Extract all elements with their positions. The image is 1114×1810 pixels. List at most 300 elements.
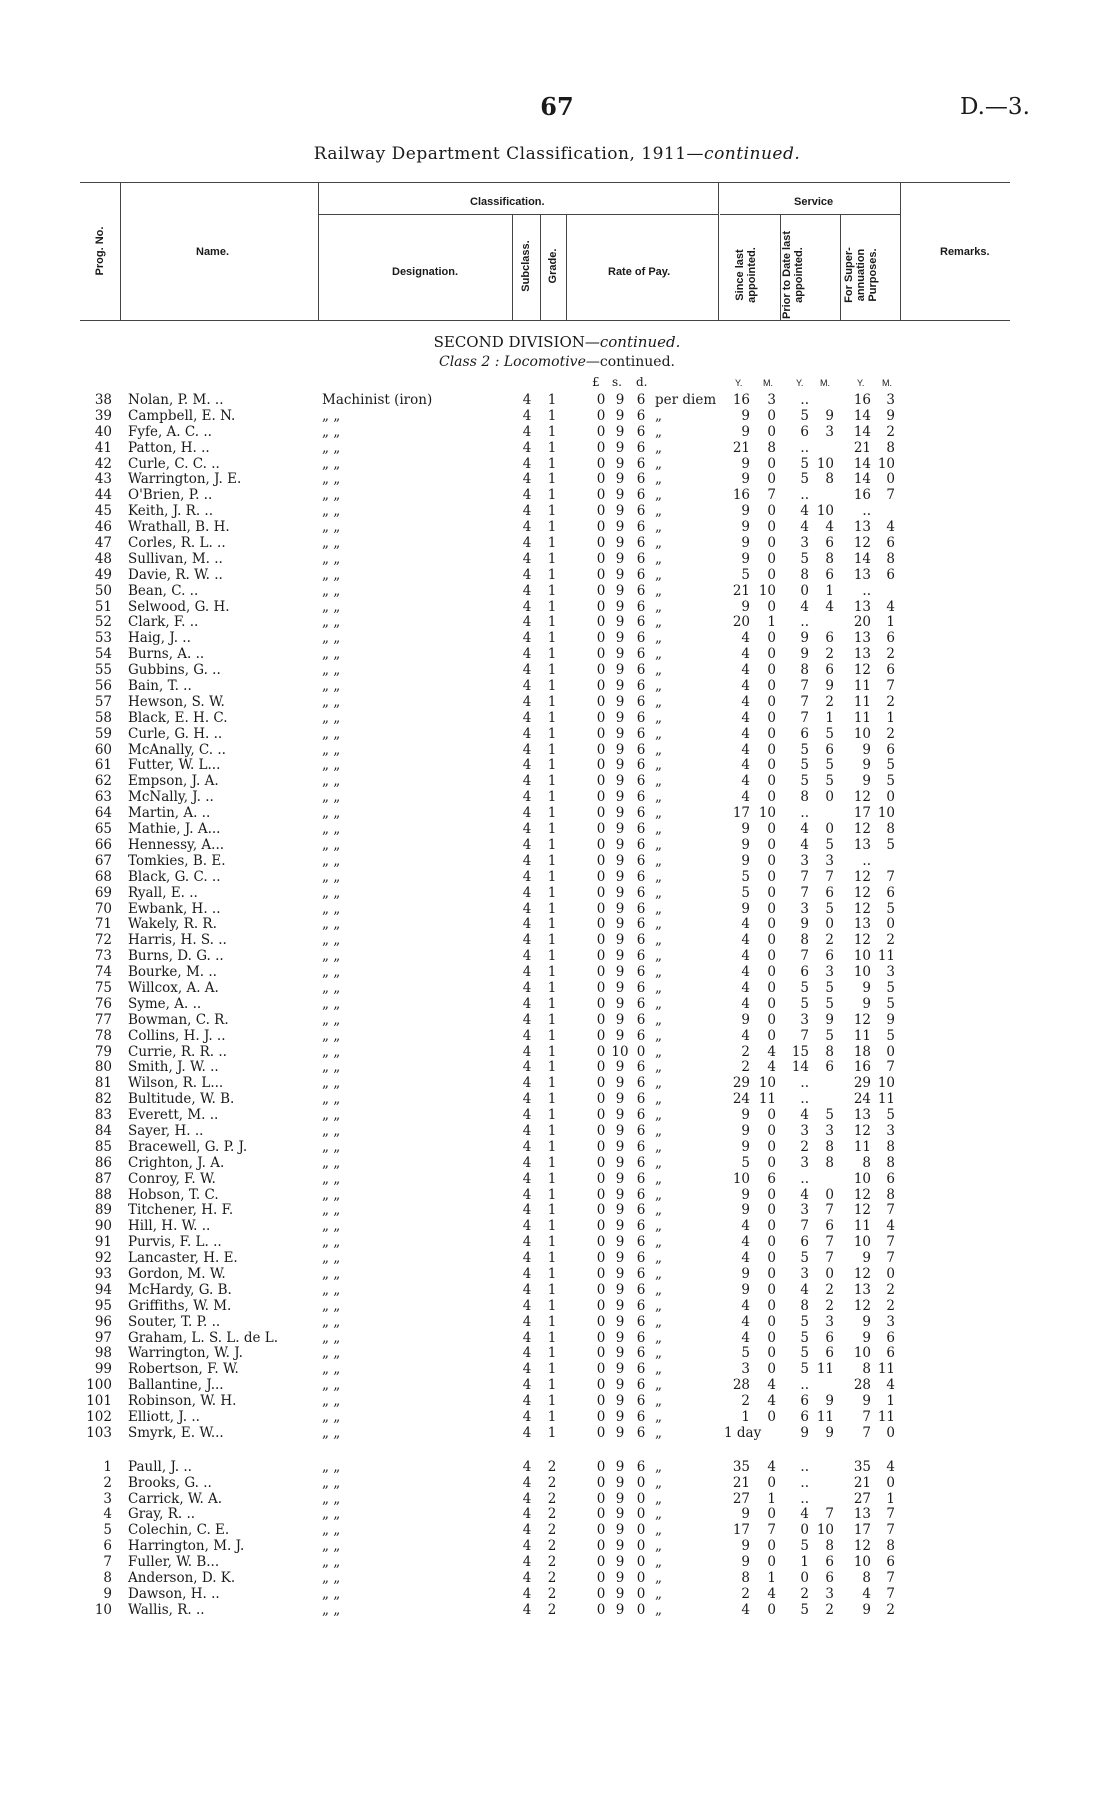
col-divider — [840, 214, 841, 320]
pay-pence: 6 — [636, 487, 646, 504]
designation: „ „ — [322, 725, 341, 742]
col-divider — [900, 182, 901, 320]
super-years: 13 — [853, 566, 871, 583]
employee-name: Curle, G. H. .. — [128, 725, 223, 742]
pay-period: „ — [655, 1393, 662, 1410]
designation: „ „ — [322, 1218, 341, 1235]
prior-years: 8 — [800, 1297, 809, 1314]
pay-pence: 6 — [636, 821, 646, 838]
since-years: 5 — [741, 884, 750, 901]
pay-pounds: 0 — [596, 1091, 606, 1108]
since-months: 4 — [767, 1059, 776, 1076]
subclass: 4 — [522, 948, 532, 965]
table-row — [0, 1203, 1114, 1219]
prog-number: 56 — [94, 678, 112, 695]
since-months: 4 — [767, 1458, 776, 1475]
employee-name: Bowman, C. R. — [128, 1011, 229, 1028]
super-years: 12 — [853, 1186, 871, 1203]
prior-months: 2 — [825, 646, 834, 663]
subclass: 4 — [522, 582, 532, 599]
pay-pounds: 0 — [596, 1107, 606, 1124]
pay-pounds: 0 — [596, 1218, 606, 1235]
grade: 1 — [547, 614, 557, 631]
pay-period: „ — [655, 1218, 662, 1235]
designation: „ „ — [322, 1522, 341, 1539]
grade: 1 — [547, 741, 557, 758]
pay-shillings: 9 — [615, 1506, 625, 1523]
employee-name: Black, E. H. C. — [128, 709, 228, 726]
employee-name: Bourke, M. .. — [128, 964, 217, 981]
pay-pence: 6 — [636, 1345, 646, 1362]
super-months: 5 — [886, 773, 895, 790]
grade: 1 — [547, 1043, 557, 1060]
grade: 1 — [547, 439, 557, 456]
prior-years: .. — [800, 1091, 809, 1108]
table-row — [0, 488, 1114, 504]
table-row — [0, 1092, 1114, 1108]
pay-pence: 6 — [636, 868, 646, 885]
super-years: 16 — [853, 487, 871, 504]
prior-years: 8 — [800, 566, 809, 583]
designation: „ „ — [322, 916, 341, 933]
since-years: 9 — [741, 1538, 750, 1555]
unit-pence: d. — [636, 375, 648, 389]
super-years: 17 — [853, 805, 871, 822]
super-months: 7 — [886, 1506, 895, 1523]
pay-shillings: 9 — [615, 900, 625, 917]
super-years: 16 — [853, 392, 871, 408]
grade: 1 — [547, 535, 557, 552]
prior-years: 2 — [800, 1585, 809, 1602]
prior-years: 4 — [800, 1281, 809, 1298]
pay-shillings: 9 — [615, 471, 625, 488]
super-years: 9 — [862, 757, 871, 774]
pay-period: „ — [655, 1345, 662, 1362]
pay-pence: 6 — [636, 1361, 646, 1378]
prog-number: 69 — [94, 884, 112, 901]
employee-name: Wakely, R. R. — [128, 916, 217, 933]
prog-number: 100 — [86, 1377, 112, 1394]
super-months: 5 — [886, 979, 895, 996]
employee-name: Harrington, M. J. — [128, 1538, 245, 1555]
grade: 1 — [547, 1424, 557, 1441]
unit-super-months: M. — [882, 378, 892, 388]
designation: „ „ — [322, 900, 341, 917]
pay-shillings: 9 — [615, 1218, 625, 1235]
unit-since-months: M. — [763, 378, 773, 388]
grade: 2 — [547, 1458, 557, 1475]
pay-shillings: 9 — [615, 1570, 625, 1587]
subclass: 4 — [522, 662, 532, 679]
super-months: 10 — [877, 455, 895, 472]
super-months: 2 — [886, 693, 895, 710]
since-months: 0 — [767, 646, 776, 663]
pay-pounds: 0 — [596, 439, 606, 456]
super-years: 27 — [853, 1490, 871, 1507]
super-months: 9 — [886, 1011, 895, 1028]
super-years: 9 — [862, 741, 871, 758]
col-divider — [566, 214, 567, 320]
pay-pounds: 0 — [596, 487, 606, 504]
subclass: 4 — [522, 964, 532, 981]
grade: 1 — [547, 1107, 557, 1124]
super-years: 11 — [853, 1138, 871, 1155]
grade: 1 — [547, 407, 557, 424]
pay-period: „ — [655, 1107, 662, 1124]
since-months: 0 — [767, 852, 776, 869]
pay-pence: 6 — [636, 535, 646, 552]
prior-months: 6 — [825, 662, 834, 679]
prior-years: 5 — [800, 757, 809, 774]
since-months: 0 — [767, 503, 776, 520]
pay-pence: 6 — [636, 1250, 646, 1267]
pay-period: „ — [655, 900, 662, 917]
employee-name: Bean, C. .. — [128, 582, 199, 599]
since-months: 0 — [767, 1506, 776, 1523]
pay-period: „ — [655, 741, 662, 758]
employee-name: McHardy, G. B. — [128, 1281, 232, 1298]
subclass: 4 — [522, 725, 532, 742]
pay-pence: 6 — [636, 884, 646, 901]
pay-pounds: 0 — [596, 741, 606, 758]
prior-months: 10 — [816, 1522, 834, 1539]
pay-period: „ — [655, 1506, 662, 1523]
col-divider — [540, 214, 541, 320]
designation: „ „ — [322, 1474, 341, 1491]
super-years: 9 — [862, 773, 871, 790]
table-row — [0, 1315, 1114, 1331]
table-row — [0, 1267, 1114, 1283]
grade: 1 — [547, 392, 557, 408]
prior-years: 5 — [800, 979, 809, 996]
pay-shillings: 9 — [615, 1474, 625, 1491]
since-months: 0 — [767, 455, 776, 472]
prog-number: 48 — [94, 550, 112, 567]
grade: 1 — [547, 1313, 557, 1330]
subclass: 4 — [522, 821, 532, 838]
designation: „ „ — [322, 535, 341, 552]
table-row — [0, 1172, 1114, 1188]
employee-name: Clark, F. .. — [128, 614, 199, 631]
designation: „ „ — [322, 741, 341, 758]
designation: „ „ — [322, 1011, 341, 1028]
super-months: 8 — [886, 1186, 895, 1203]
super-years: 13 — [853, 1281, 871, 1298]
prior-months: 5 — [825, 995, 834, 1012]
prior-months: 0 — [825, 916, 834, 933]
pay-pence: 6 — [636, 646, 646, 663]
subclass: 4 — [522, 1458, 532, 1475]
since-months: 0 — [767, 741, 776, 758]
grade: 1 — [547, 1011, 557, 1028]
grade: 1 — [547, 948, 557, 965]
pay-pounds: 0 — [596, 900, 606, 917]
super-years: 11 — [853, 693, 871, 710]
prog-number: 4 — [103, 1506, 112, 1523]
since-years: 9 — [741, 1554, 750, 1571]
prog-number: 47 — [94, 535, 112, 552]
super-months: 7 — [886, 1234, 895, 1251]
table-row — [0, 1476, 1114, 1492]
table-row — [0, 1156, 1114, 1172]
prog-number: 82 — [94, 1091, 112, 1108]
prior-years: 3 — [800, 1154, 809, 1171]
designation: „ „ — [322, 852, 341, 869]
pay-shillings: 9 — [615, 1075, 625, 1092]
prior-months: 10 — [816, 455, 834, 472]
prior-months: 9 — [825, 407, 834, 424]
grade: 1 — [547, 725, 557, 742]
super-years: 12 — [853, 1202, 871, 1219]
prior-years: 0 — [800, 1522, 809, 1539]
pay-pounds: 0 — [596, 662, 606, 679]
pay-period: „ — [655, 582, 662, 599]
prior-years: 6 — [800, 725, 809, 742]
prior-years: .. — [800, 614, 809, 631]
super-years: 11 — [853, 678, 871, 695]
pay-pounds: 0 — [596, 789, 606, 806]
since-years: 4 — [741, 773, 750, 790]
pay-pounds: 0 — [596, 1409, 606, 1425]
prior-months: 6 — [825, 1329, 834, 1346]
designation: „ „ — [322, 646, 341, 663]
designation: „ „ — [322, 1361, 341, 1378]
super-months: 6 — [886, 566, 895, 583]
prior-months: 2 — [825, 1281, 834, 1298]
prior-months: 0 — [825, 789, 834, 806]
since-years: 1 — [741, 1409, 750, 1425]
prior-months: 5 — [825, 757, 834, 774]
since-years: 4 — [741, 1601, 750, 1618]
prior-months: 0 — [825, 821, 834, 838]
designation: „ „ — [322, 1250, 341, 1267]
employee-name: Sullivan, M. .. — [128, 550, 223, 567]
pay-shillings: 9 — [615, 693, 625, 710]
super-years: 12 — [853, 1297, 871, 1314]
prog-number: 6 — [103, 1538, 112, 1555]
table-row — [0, 1219, 1114, 1235]
prior-months: 11 — [816, 1409, 834, 1425]
prior-months: 3 — [825, 423, 834, 440]
grade: 1 — [547, 1250, 557, 1267]
super-years: 18 — [853, 1043, 871, 1060]
super-years: 11 — [853, 1027, 871, 1044]
designation: „ „ — [322, 868, 341, 885]
grade-separator — [0, 1442, 1114, 1460]
super-years: 24 — [853, 1091, 871, 1108]
pay-pounds: 0 — [596, 1186, 606, 1203]
pay-period: „ — [655, 725, 662, 742]
since-years: 9 — [741, 1506, 750, 1523]
employee-name: Curle, C. C. .. — [128, 455, 220, 472]
designation: „ „ — [322, 948, 341, 965]
employee-name: Wrathall, B. H. — [128, 519, 230, 536]
pay-period: „ — [655, 439, 662, 456]
pay-shillings: 9 — [615, 821, 625, 838]
prior-months: 5 — [825, 773, 834, 790]
pay-pence: 6 — [636, 582, 646, 599]
pay-shillings: 9 — [615, 439, 625, 456]
pay-pence: 6 — [636, 662, 646, 679]
prior-years: 4 — [800, 821, 809, 838]
prior-years: 0 — [800, 1570, 809, 1587]
table-row — [0, 870, 1114, 886]
pay-pounds: 0 — [596, 1474, 606, 1491]
pay-shillings: 9 — [615, 1186, 625, 1203]
since-months: 0 — [767, 868, 776, 885]
grade: 2 — [547, 1490, 557, 1507]
pay-pence: 0 — [636, 1585, 646, 1602]
pay-period: „ — [655, 1458, 662, 1475]
prior-years: 6 — [800, 1409, 809, 1425]
employee-name: Smith, J. W. .. — [128, 1059, 219, 1076]
pay-shillings: 9 — [615, 1027, 625, 1044]
super-months: 1 — [886, 1393, 895, 1410]
super-months: 6 — [886, 630, 895, 647]
prior-years: 6 — [800, 423, 809, 440]
pay-pence: 6 — [636, 598, 646, 615]
prior-years: 5 — [800, 741, 809, 758]
prog-number: 76 — [94, 995, 112, 1012]
pay-shillings: 9 — [615, 805, 625, 822]
pay-pence: 6 — [636, 1313, 646, 1330]
super-years: 28 — [853, 1377, 871, 1394]
pay-pounds: 0 — [596, 1075, 606, 1092]
employee-name: Dawson, H. .. — [128, 1585, 220, 1602]
unit-since-years: Y. — [735, 378, 743, 388]
since-years: 4 — [741, 1027, 750, 1044]
prior-years: .. — [800, 1075, 809, 1092]
pay-period: „ — [655, 868, 662, 885]
subclass: 4 — [522, 503, 532, 520]
prog-number: 51 — [94, 598, 112, 615]
since-months: 0 — [767, 789, 776, 806]
page-title-suffix: —continued. — [686, 144, 801, 164]
designation: „ „ — [322, 407, 341, 424]
pay-shillings: 9 — [615, 1202, 625, 1219]
table-row — [0, 997, 1114, 1013]
prog-number: 8 — [103, 1570, 112, 1587]
designation: „ „ — [322, 1554, 341, 1571]
prog-number: 59 — [94, 725, 112, 742]
super-months: 8 — [886, 1154, 895, 1171]
pay-pounds: 0 — [596, 1250, 606, 1267]
employee-name: Lancaster, H. E. — [128, 1250, 238, 1267]
super-months: 7 — [886, 1522, 895, 1539]
prior-years: 7 — [800, 948, 809, 965]
pay-period: „ — [655, 535, 662, 552]
pay-shillings: 9 — [615, 1297, 625, 1314]
prog-number: 101 — [86, 1393, 112, 1410]
pay-pence: 6 — [636, 1091, 646, 1108]
pay-shillings: 9 — [615, 852, 625, 869]
pay-pence: 6 — [636, 789, 646, 806]
pay-pence: 6 — [636, 1409, 646, 1425]
table-row — [0, 1492, 1114, 1508]
prog-number: 102 — [86, 1409, 112, 1425]
table-row — [0, 1346, 1114, 1362]
grade: 2 — [547, 1585, 557, 1602]
super-months: 7 — [886, 678, 895, 695]
pay-shillings: 9 — [615, 1393, 625, 1410]
employee-name: Ballantine, J... — [128, 1377, 224, 1394]
pay-shillings: 9 — [615, 932, 625, 949]
prog-number: 103 — [86, 1424, 112, 1441]
since-months: 0 — [767, 1361, 776, 1378]
prior-years: 7 — [800, 1027, 809, 1044]
prior-months: 6 — [825, 1554, 834, 1571]
prior-months: 7 — [825, 1506, 834, 1523]
employee-name: Graham, L. S. L. de L. — [128, 1329, 279, 1346]
since-months: 8 — [767, 439, 776, 456]
pay-pence: 6 — [636, 1122, 646, 1139]
super-years: 12 — [853, 1011, 871, 1028]
since-months: 10 — [758, 582, 776, 599]
pay-pence: 6 — [636, 550, 646, 567]
prog-number: 65 — [94, 821, 112, 838]
pay-pounds: 0 — [596, 550, 606, 567]
subclass: 4 — [522, 439, 532, 456]
pay-pounds: 0 — [596, 1570, 606, 1587]
subclass: 4 — [522, 1313, 532, 1330]
super-years: 12 — [853, 1538, 871, 1555]
grade: 1 — [547, 1265, 557, 1282]
employee-name: Futter, W. L... — [128, 757, 221, 774]
pay-shillings: 9 — [615, 1601, 625, 1618]
super-years: 21 — [853, 1474, 871, 1491]
pay-pounds: 0 — [596, 1522, 606, 1539]
prior-years: 6 — [800, 1393, 809, 1410]
grade: 1 — [547, 821, 557, 838]
super-months: 6 — [886, 1170, 895, 1187]
table-row — [0, 727, 1114, 743]
prior-years: 9 — [800, 916, 809, 933]
division-title — [0, 333, 1114, 351]
pay-shillings: 9 — [615, 1313, 625, 1330]
unit-super-years: Y. — [857, 378, 865, 388]
pay-pounds: 0 — [596, 1554, 606, 1571]
grade: 1 — [547, 582, 557, 599]
col-divider — [512, 214, 513, 320]
prior-months: 9 — [825, 678, 834, 695]
since-months: 0 — [767, 1297, 776, 1314]
pay-pence: 6 — [636, 1424, 646, 1441]
grade: 1 — [547, 1202, 557, 1219]
employee-name: Paull, J. .. — [128, 1458, 192, 1475]
prog-number: 7 — [103, 1554, 112, 1571]
prog-number: 43 — [94, 471, 112, 488]
grade: 1 — [547, 789, 557, 806]
pay-pounds: 0 — [596, 1601, 606, 1618]
pay-pounds: 0 — [596, 1377, 606, 1394]
pay-pounds: 0 — [596, 1027, 606, 1044]
table-row — [0, 758, 1114, 774]
pay-pounds: 0 — [596, 392, 606, 408]
super-years: 29 — [853, 1075, 871, 1092]
since-months: 0 — [767, 916, 776, 933]
prior-years: 5 — [800, 995, 809, 1012]
pay-period: „ — [655, 1265, 662, 1282]
pay-period: „ — [655, 948, 662, 965]
super-years: 9 — [862, 1329, 871, 1346]
pay-period: „ — [655, 1027, 662, 1044]
employee-name: Wilson, R. L... — [128, 1075, 224, 1092]
employee-name: Bultitude, W. B. — [128, 1091, 235, 1108]
page-number: 67 — [540, 92, 574, 121]
subclass: 4 — [522, 789, 532, 806]
table-row — [0, 902, 1114, 918]
grade: 1 — [547, 471, 557, 488]
